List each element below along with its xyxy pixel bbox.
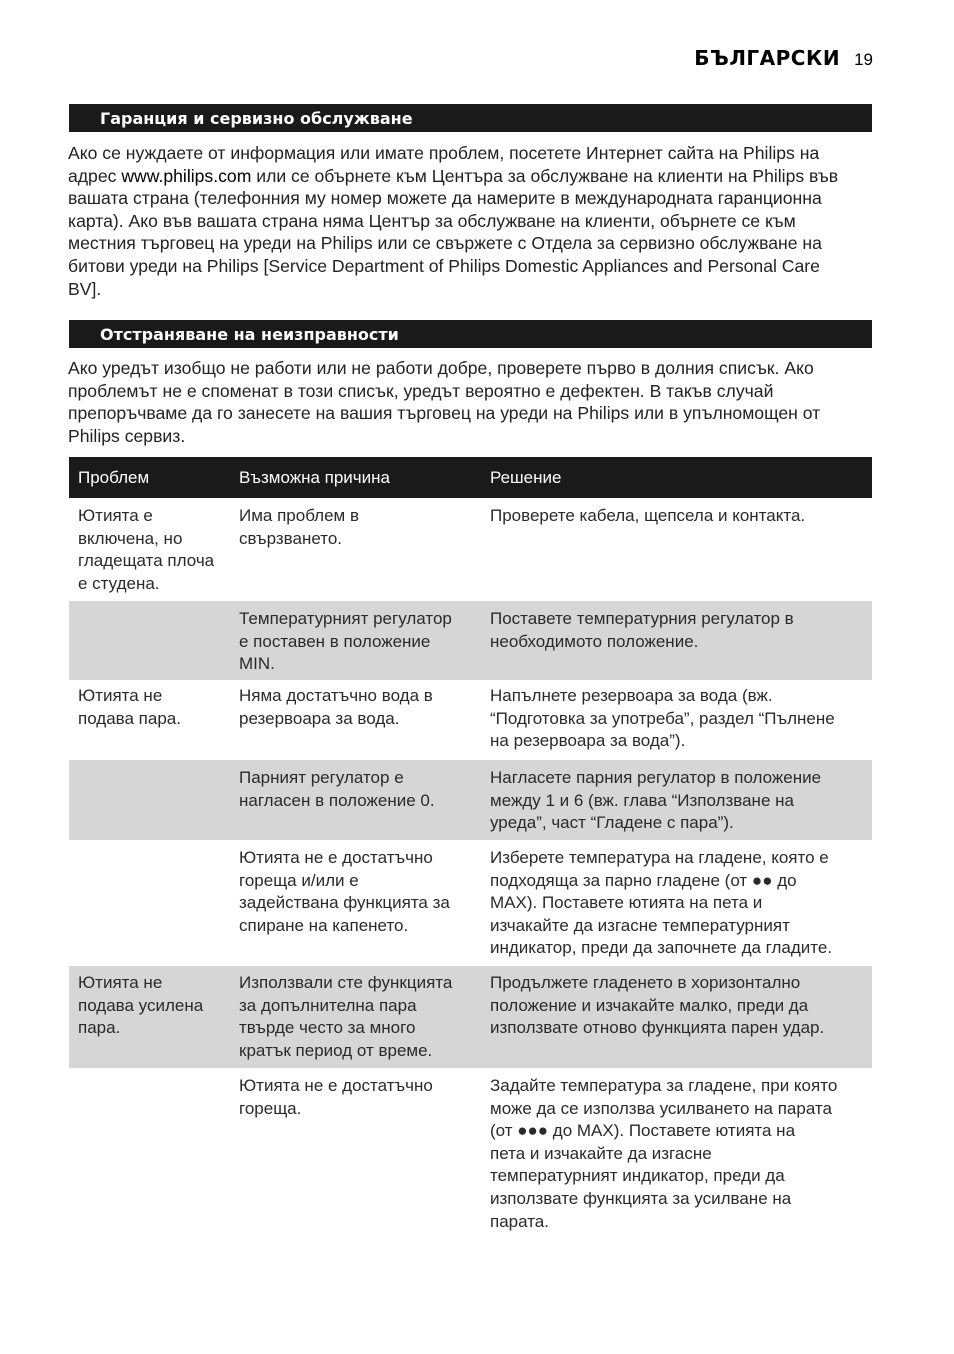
cell-solution	[481, 685, 872, 760]
cell-solution	[481, 1075, 872, 1238]
table-row	[69, 840, 872, 966]
cell-line: положение и изчакайте малко, преди да	[490, 995, 809, 1015]
table-header	[69, 457, 872, 498]
paragraph-line: Philips сервиз.	[68, 425, 186, 446]
cell-line: Ютията не е достатъчно	[239, 1076, 433, 1095]
cell-line: включена, но	[78, 528, 183, 548]
cell-line: Продължете гладенето в хоризонтално	[490, 973, 801, 992]
cell-line: (от ●●● до MAX). Поставете ютията на	[490, 1121, 796, 1141]
table-row	[69, 760, 872, 840]
cell-line: Температурният регулатор	[239, 609, 452, 628]
cell-line: за допълнителна пара	[239, 995, 417, 1015]
cell-line: парата.	[490, 1211, 549, 1231]
cell-line: е поставен в положение	[239, 631, 431, 651]
cell-line: твърде често за много	[239, 1018, 416, 1038]
cell-line: може да се използва усилването на парата	[490, 1098, 832, 1118]
table-row	[69, 1068, 872, 1238]
page-number: 19	[854, 50, 873, 69]
cell-line: използвате отново функцията парен удар.	[490, 1018, 825, 1038]
cell-line: Задайте температура за гладене, при която	[490, 1076, 838, 1095]
header-cause: Възможна причина	[239, 468, 390, 488]
table-row	[69, 680, 872, 760]
cell-line: резервоара за вода.	[239, 708, 400, 728]
cell-line: температурният индикатор, преди да	[490, 1166, 785, 1186]
cell-line: MIN.	[239, 654, 275, 674]
paragraph-line: Ако се нуждаете от информация или имате проблем, посетете Интернет сайта на Philips на	[68, 143, 820, 163]
cell-line: Поставете температурния регулатор в	[490, 609, 794, 628]
cell-line: Ютията не	[78, 686, 163, 705]
troubleshooting-intro	[68, 357, 878, 447]
page-header	[694, 46, 873, 70]
cell-solution	[481, 767, 872, 840]
cell-solution	[481, 847, 872, 966]
paragraph-line: BV].	[68, 278, 102, 299]
section-title-troubleshooting: Отстраняване на неизправности	[69, 320, 872, 348]
philips-website-link[interactable]: www.philips.com	[121, 165, 252, 186]
paragraph-line: препоръчваме да го занесете на вашия търговец на уреди на Philips или в упълномощен от	[68, 403, 821, 424]
paragraph-line: Ако уредът изобщо не работи или не работи добре, проверете първо в долния списък. Ако	[68, 358, 814, 378]
cell-line: кратък период от време.	[239, 1040, 433, 1060]
table-row	[69, 601, 872, 680]
cell-problem	[69, 1075, 230, 1238]
cell-problem	[69, 685, 230, 760]
cell-problem	[69, 972, 230, 1068]
cell-line: индикатор, преди да започнете да гладите.	[490, 938, 833, 958]
cell-line: Изберете температура на гладене, която е	[490, 848, 829, 867]
cell-line: използвате функцията за усилване на	[490, 1188, 792, 1208]
cell-line: Ютията не е достатъчно	[239, 848, 433, 867]
cell-line: между 1 и 6 (вж. глава “Използване на	[490, 790, 794, 810]
cell-problem	[69, 505, 230, 601]
warranty-paragraph	[68, 142, 878, 300]
cell-problem	[69, 608, 230, 680]
cell-line: Проверете кабела, щепсела и контакта.	[490, 506, 806, 525]
troubleshooting-table	[69, 457, 872, 1238]
cell-problem	[69, 767, 230, 840]
paragraph-line: битови уреди на Philips [Service Department of Philips Domestic Appliances and Personal Care	[68, 255, 820, 276]
paragraph-line: адрес www.philips.com или се обърнете към Центъра за обслужване на клиенти на Philips във	[68, 165, 839, 186]
cell-line: свързването.	[239, 528, 342, 548]
cell-cause	[230, 972, 481, 1068]
cell-line: на резервоара за вода”).	[490, 731, 686, 751]
paragraph-line: местния търговец на уреди на Philips или се свържете с Отдела за сервизно обслужване на	[68, 233, 822, 254]
cell-line: Ютията не	[78, 973, 163, 992]
cell-line: Няма достатъчно вода в	[239, 686, 433, 705]
cell-line: гладещата плоча	[78, 551, 215, 571]
table-row	[69, 966, 872, 1068]
cell-cause	[230, 608, 481, 680]
header-problem: Проблем	[78, 468, 150, 488]
cell-line: подава пара.	[78, 708, 181, 728]
cell-line: Парният регулатор е	[239, 768, 404, 787]
section-title-warranty: Гаранция и сервизно обслужване	[69, 104, 872, 132]
cell-line: MAX). Поставете ютията на пета и	[490, 893, 763, 913]
table-body	[69, 498, 872, 1238]
cell-problem	[69, 847, 230, 966]
cell-line: гореща и/или е	[239, 870, 359, 890]
cell-solution	[481, 608, 872, 680]
cell-line: пета и изчакайте да изгасне	[490, 1143, 712, 1163]
cell-cause	[230, 1075, 481, 1238]
cell-line: Напълнете резервоара за вода (вж.	[490, 686, 773, 705]
cell-line: Нагласете парния регулатор в положение	[490, 768, 822, 787]
cell-cause	[230, 505, 481, 601]
cell-line: Ютията е	[78, 506, 153, 525]
paragraph-line: карта). Ако във вашата страна няма Център за обслужване на клиенти, обърнете се към	[68, 210, 796, 231]
cell-line: подходяща за парно гладене (от ●● до	[490, 870, 797, 890]
cell-line: е студена.	[78, 573, 160, 593]
paragraph-line: вашата страна (телефонния му номер можете да намерите в международната гаранционна	[68, 188, 822, 209]
cell-solution	[481, 505, 872, 601]
cell-line: спиране на капенето.	[239, 915, 409, 935]
cell-line: “Подготовка за употреба”, раздел “Пълнене	[490, 708, 835, 728]
cell-line: гореща.	[239, 1098, 302, 1118]
cell-line: пара.	[78, 1018, 121, 1038]
cell-line: Използвали сте функцията	[239, 973, 453, 992]
cell-line: уреда”, част “Гладене с пара”).	[490, 813, 734, 833]
cell-line: задействана функцията за	[239, 893, 450, 913]
cell-solution	[481, 972, 872, 1068]
paragraph-line: проблемът не е споменат в този списък, уредът вероятно е дефектен. В такъв случай	[68, 380, 774, 401]
header-solution: Решение	[490, 468, 562, 488]
table-row	[69, 498, 872, 601]
cell-cause	[230, 767, 481, 840]
cell-line: нагласен в положение 0.	[239, 790, 435, 810]
cell-line: подава усилена	[78, 995, 204, 1015]
cell-line: необходимото положение.	[490, 631, 699, 651]
cell-line: Има проблем в	[239, 506, 359, 525]
cell-cause	[230, 685, 481, 760]
cell-cause	[230, 847, 481, 966]
cell-line: изчакайте да изгасне температурният	[490, 915, 790, 935]
language-label: БЪЛГАРСКИ	[694, 46, 841, 70]
